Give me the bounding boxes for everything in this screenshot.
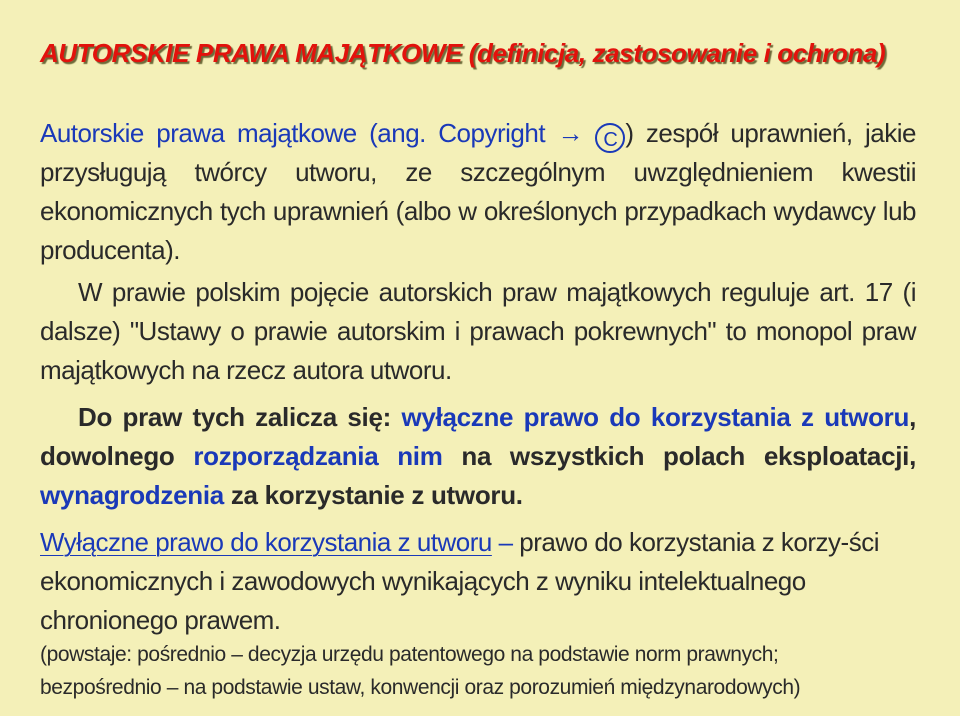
definition-rest: jakie przysługują twórcy utworu, ze szczególnym uwzględnieniem kwestii ekonomicznych tych uprawnień (albo w określonych przypadkach wydawcy lub producenta).: [40, 118, 916, 265]
arrow-icon: →: [557, 118, 583, 148]
copyright-word: Copyright: [438, 118, 546, 148]
exclusive-right-dash: –: [498, 527, 513, 557]
right-exclusive-use: wyłączne prawo do korzystania z utworu: [401, 402, 910, 432]
copyright-icon: C: [595, 123, 625, 153]
slide-title: AUTORSKIE PRAWA MAJĄTKOWE (definicja, zastosowanie i ochrona): [40, 38, 886, 68]
exclusive-right-rest: prawo do korzystania z korzy-ści ekonomicznych i zawodowych wynikających z wyniku intelektualnego chronionego prawem.: [40, 527, 879, 635]
definition-term: Autorskie prawa majątkowe: [40, 118, 357, 148]
rights-comma: ,: [909, 402, 916, 432]
definition-rest-first: ) zespół uprawnień,: [625, 118, 853, 148]
exclusive-right-term: Wyłączne prawo do korzystania z utworu: [40, 527, 492, 557]
origin-note: [40, 638, 920, 704]
ang-label: (ang.: [369, 118, 426, 148]
origin-note-line-2: bezpośrednio – na podstawie ustaw, konwencji oraz porozumień międzynarodowych): [40, 676, 801, 699]
legal-basis-paragraph: W prawie polskim pojęcie autorskich praw majątkowych reguluje art. 17 (i dalsze) "Ustawy o prawie autorskim i prawach pokrewnych" to monopol praw majątkowych na rzecz autora utworu.: [40, 277, 916, 385]
rights-text-2: dowolnego: [40, 441, 175, 471]
rights-paragraph: [40, 398, 916, 515]
rights-text-3: na wszystkich polach eksploatacji,: [461, 441, 917, 471]
definition-paragraph: [40, 114, 916, 270]
origin-note-line-1: (powstaje: pośrednio – decyzja urzędu patentowego na podstawie norm prawnych;: [40, 643, 779, 666]
rights-intro: Do praw tych zalicza się:: [78, 402, 391, 432]
exclusive-right-paragraph: [40, 523, 916, 640]
right-disposal: rozporządzania nim: [193, 441, 443, 471]
right-remuneration: wynagrodzenia: [40, 480, 224, 510]
rights-text-4: za korzystanie z utworu.: [230, 480, 523, 510]
